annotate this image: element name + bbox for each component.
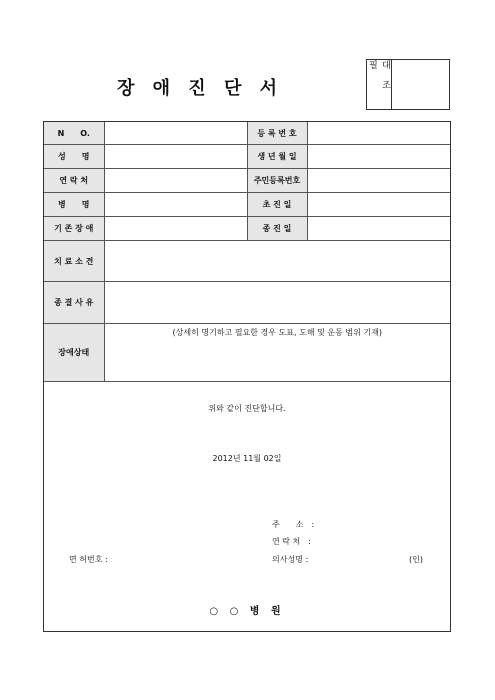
last-visit-label: 종 진 일 — [247, 217, 307, 241]
disease-label: 병 명 — [44, 193, 104, 217]
statement-text: 위와 같이 진단합니다. — [208, 404, 286, 413]
existing-disability-field[interactable] — [104, 217, 247, 241]
reg-no-label: 등 록 번 호 — [247, 122, 307, 145]
seal-mark: (인) — [409, 555, 423, 564]
first-visit-label: 초 진 일 — [247, 193, 307, 217]
disease-field[interactable] — [104, 193, 247, 217]
hospital-name: ○ ○ 병 원 — [209, 606, 285, 617]
outcome-label: 종 결 사 유 — [44, 282, 104, 324]
license-label: 면 허번호 : — [69, 555, 108, 564]
verification-stamp-box — [366, 59, 450, 110]
contact-label: 연 락 처 — [44, 169, 104, 193]
status-field[interactable] — [104, 324, 450, 382]
no-label: N O. — [44, 122, 104, 145]
stamp-area[interactable] — [392, 60, 449, 109]
stamp-label: 대 조 필 — [367, 60, 392, 109]
no-field[interactable] — [104, 122, 247, 145]
address-label: 주 소 : — [272, 520, 315, 529]
treatment-label: 치 료 소 견 — [44, 241, 104, 282]
doctor-label: 의사성명 : — [272, 555, 309, 564]
birth-label: 생 년 월 일 — [247, 145, 307, 169]
form-table — [44, 122, 450, 382]
last-visit-field[interactable] — [307, 217, 450, 241]
issue-date: 2012년 11월 02일 — [212, 454, 282, 463]
contact-label-footer: 연 락 처 : — [272, 537, 311, 546]
existing-disability-label: 기 존 장 애 — [44, 217, 104, 241]
name-field[interactable] — [104, 145, 247, 169]
name-label: 성 명 — [44, 145, 104, 169]
document-title: 장 애 진 단 서 — [116, 78, 283, 99]
treatment-field[interactable] — [104, 241, 450, 282]
contact-field[interactable] — [104, 169, 247, 193]
status-label: 장애상태 — [44, 324, 104, 382]
first-visit-field[interactable] — [307, 193, 450, 217]
birth-field[interactable] — [307, 145, 450, 169]
outcome-field[interactable] — [104, 282, 450, 324]
status-note: (상세히 명기하고 필요한 경우 도표, 도해 및 운동 범위 기재) — [172, 328, 382, 337]
reg-no-field[interactable] — [307, 122, 450, 145]
resident-no-label: 주민등록번호 — [247, 169, 307, 193]
resident-no-field[interactable] — [307, 169, 450, 193]
diagnosis-form — [43, 121, 451, 632]
